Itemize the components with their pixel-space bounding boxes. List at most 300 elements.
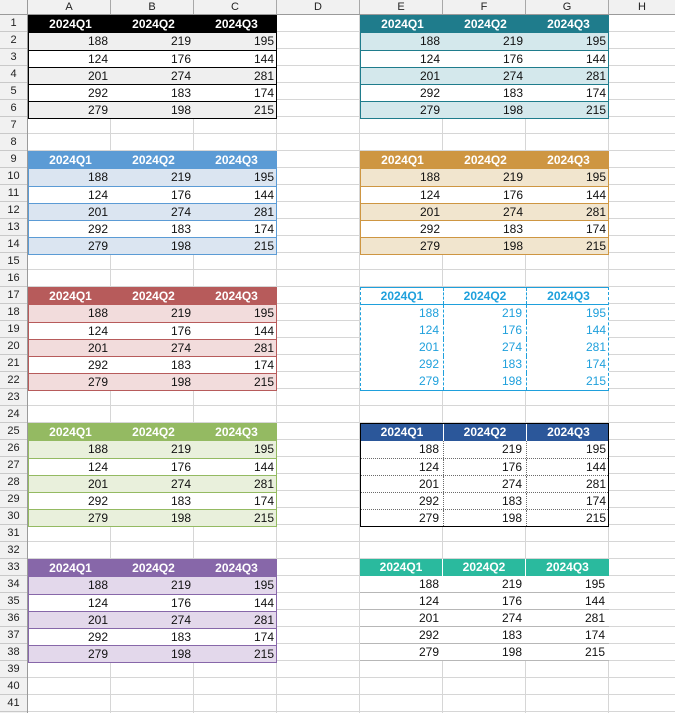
table-purple-cell[interactable]: 188 — [87, 578, 108, 592]
table-cyan-dashed-data-row — [361, 322, 608, 339]
table-cyan-dashed-cell[interactable]: 176 — [444, 322, 527, 339]
table-red-cell[interactable]: 183 — [170, 358, 191, 372]
table-navy-header-cell[interactable]: 2024Q2 — [444, 424, 527, 441]
table-green-cell[interactable]: 174 — [253, 494, 274, 508]
row-header-column — [0, 15, 28, 713]
table-teal-header-row — [361, 16, 608, 33]
table-green — [28, 423, 277, 527]
table-orange-cell[interactable]: 281 — [585, 205, 606, 219]
table-cyan-dashed-cell[interactable]: 124 — [361, 322, 444, 339]
table-red-cell[interactable]: 198 — [170, 375, 191, 389]
table-emerald-cell[interactable]: 281 — [584, 611, 605, 625]
table-black-cell[interactable]: 274 — [170, 69, 191, 83]
table-teal-data-row — [361, 67, 608, 84]
table-green-cell[interactable]: 124 — [87, 460, 108, 474]
table-emerald-header-cell[interactable]: 2024Q2 — [443, 559, 526, 576]
row-header-34[interactable]: 34 — [0, 576, 27, 593]
table-cyan-dashed-cell[interactable]: 198 — [444, 373, 527, 390]
table-emerald-cell[interactable]: 183 — [501, 628, 522, 642]
table-black-cell[interactable]: 281 — [253, 69, 274, 83]
row-header-13[interactable]: 13 — [0, 219, 27, 236]
table-black-header-row — [29, 16, 276, 33]
table-emerald-cell[interactable]: 219 — [501, 577, 522, 591]
table-blue-cell[interactable]: 219 — [170, 170, 191, 184]
table-teal-cell[interactable]: 144 — [585, 52, 606, 66]
row-header-31[interactable]: 31 — [0, 525, 27, 542]
table-orange-cell[interactable]: 292 — [419, 222, 440, 236]
table-emerald-cell[interactable]: 174 — [584, 628, 605, 642]
column-header-F[interactable]: F — [443, 0, 526, 14]
table-black-data-row — [29, 84, 276, 101]
table-red-cell[interactable]: 281 — [253, 341, 274, 355]
table-emerald-cell[interactable]: 201 — [418, 611, 439, 625]
table-black-cell[interactable]: 279 — [87, 103, 108, 117]
table-orange-header-cell[interactable]: 2024Q2 — [464, 153, 507, 167]
table-purple-cell[interactable]: 274 — [170, 613, 191, 627]
table-black-cell[interactable]: 174 — [253, 86, 274, 100]
table-navy-cell[interactable]: 219 — [444, 441, 527, 458]
row-header-12[interactable]: 12 — [0, 202, 27, 219]
table-black-cell[interactable]: 219 — [170, 34, 191, 48]
table-purple-data-row — [29, 611, 276, 628]
table-purple-cell[interactable]: 195 — [253, 578, 274, 592]
table-teal-cell[interactable]: 183 — [502, 86, 523, 100]
table-navy — [360, 423, 609, 527]
table-blue-cell[interactable]: 201 — [87, 205, 108, 219]
table-black-data-row — [29, 33, 276, 50]
table-black-header-cell[interactable]: 2024Q1 — [49, 17, 92, 31]
table-emerald-cell[interactable]: 279 — [418, 645, 439, 659]
table-green-cell[interactable]: 281 — [253, 477, 274, 491]
column-header-D[interactable]: D — [277, 0, 360, 14]
table-orange-header-row — [361, 152, 608, 169]
row-header-23[interactable]: 23 — [0, 389, 27, 406]
table-purple-cell[interactable]: 201 — [87, 613, 108, 627]
table-blue-cell[interactable]: 124 — [87, 188, 108, 202]
table-teal-cell[interactable]: 215 — [585, 103, 606, 117]
table-cyan-dashed-data-row — [361, 339, 608, 356]
table-black — [28, 15, 277, 119]
table-black-cell[interactable]: 144 — [253, 52, 274, 66]
select-all-corner[interactable] — [0, 0, 28, 15]
table-purple-cell[interactable]: 183 — [170, 630, 191, 644]
table-navy-data-row — [361, 441, 608, 458]
row-header-6[interactable]: 6 — [0, 100, 27, 117]
table-teal-cell[interactable]: 174 — [585, 86, 606, 100]
table-teal-cell[interactable]: 281 — [585, 69, 606, 83]
table-emerald-data-row — [360, 627, 609, 644]
table-navy-data-row — [361, 475, 608, 492]
table-cyan-dashed-cell[interactable]: 188 — [361, 305, 444, 322]
table-red-header-row — [29, 288, 276, 305]
table-cyan-dashed-data-row — [361, 356, 608, 373]
table-black-cell[interactable]: 183 — [170, 86, 191, 100]
table-black-cell[interactable]: 198 — [170, 103, 191, 117]
table-teal-cell[interactable]: 198 — [502, 103, 523, 117]
row-header-20[interactable]: 20 — [0, 338, 27, 355]
table-cyan-dashed-header-cell[interactable]: 2024Q1 — [361, 288, 444, 304]
table-black-cell[interactable]: 124 — [87, 52, 108, 66]
row-header-17[interactable]: 17 — [0, 287, 27, 304]
table-red — [28, 287, 277, 391]
row-header-9[interactable]: 9 — [0, 151, 27, 168]
table-red-cell[interactable]: 274 — [170, 341, 191, 355]
table-green-cell[interactable]: 215 — [253, 511, 274, 525]
table-purple — [28, 559, 277, 663]
table-purple-cell[interactable]: 198 — [170, 647, 191, 661]
row-header-24[interactable]: 24 — [0, 406, 27, 423]
table-teal-header-cell[interactable]: 2024Q1 — [381, 17, 424, 31]
row-header-22[interactable]: 22 — [0, 372, 27, 389]
table-black-header-cell[interactable]: 2024Q3 — [215, 17, 258, 31]
table-black-cell[interactable]: 292 — [87, 86, 108, 100]
table-red-data-row — [29, 305, 276, 322]
table-purple-cell[interactable]: 124 — [87, 596, 108, 610]
table-teal-cell[interactable]: 279 — [419, 103, 440, 117]
row-header-5[interactable]: 5 — [0, 83, 27, 100]
table-green-header-cell[interactable]: 2024Q1 — [49, 425, 92, 439]
table-purple-cell[interactable]: 279 — [87, 647, 108, 661]
table-green-cell[interactable]: 279 — [87, 511, 108, 525]
table-emerald-cell[interactable]: 292 — [418, 628, 439, 642]
table-navy-cell[interactable]: 144 — [585, 460, 606, 474]
table-cyan-dashed-cell[interactable]: 195 — [585, 306, 606, 320]
table-black-cell[interactable]: 201 — [87, 69, 108, 83]
row-header-15[interactable]: 15 — [0, 253, 27, 270]
table-cyan-dashed-cell[interactable]: 215 — [585, 374, 606, 388]
table-black-cell[interactable]: 176 — [170, 52, 191, 66]
table-green-data-row — [29, 492, 276, 509]
table-emerald-data-row — [360, 610, 609, 627]
table-purple-data-row — [29, 645, 276, 662]
column-header-E[interactable]: E — [360, 0, 443, 14]
table-red-cell[interactable]: 124 — [87, 324, 108, 338]
table-purple-header-cell[interactable]: 2024Q2 — [132, 561, 175, 575]
table-green-data-row — [29, 458, 276, 475]
table-green-header-row — [29, 424, 276, 441]
row-header-10[interactable]: 10 — [0, 168, 27, 185]
row-header-1[interactable]: 1 — [0, 15, 27, 32]
column-header-row — [28, 0, 675, 15]
column-header-C[interactable]: C — [194, 0, 277, 14]
table-orange-cell[interactable]: 215 — [585, 239, 606, 253]
table-navy-cell[interactable]: 183 — [444, 493, 527, 509]
table-emerald-header-row — [360, 559, 609, 576]
table-red-data-row — [29, 373, 276, 390]
table-blue-data-row — [29, 169, 276, 186]
table-teal-cell[interactable]: 219 — [502, 34, 523, 48]
table-cyan-dashed-cell[interactable]: 144 — [585, 323, 606, 337]
table-green-data-row — [29, 441, 276, 458]
table-red-header-cell[interactable]: 2024Q3 — [215, 289, 258, 303]
table-cyan-dashed-cell[interactable]: 281 — [585, 340, 606, 354]
table-purple-header-row — [29, 560, 276, 577]
table-emerald-cell[interactable]: 144 — [584, 594, 605, 608]
table-purple-cell[interactable]: 292 — [87, 630, 108, 644]
table-orange-header-cell[interactable]: 2024Q3 — [547, 153, 590, 167]
table-red-cell[interactable]: 215 — [253, 375, 274, 389]
table-navy-header-row — [361, 424, 608, 441]
table-blue-data-row — [29, 203, 276, 220]
table-cyan-dashed — [360, 287, 609, 391]
table-teal-data-row — [361, 50, 608, 67]
table-blue-cell[interactable]: 281 — [253, 205, 274, 219]
table-red-cell[interactable]: 176 — [170, 324, 191, 338]
table-green-cell[interactable]: 219 — [170, 442, 191, 456]
table-orange — [360, 151, 609, 255]
table-green-cell[interactable]: 274 — [170, 477, 191, 491]
row-header-19[interactable]: 19 — [0, 321, 27, 338]
table-green-cell[interactable]: 144 — [253, 460, 274, 474]
table-blue-cell[interactable]: 183 — [170, 222, 191, 236]
column-header-B[interactable]: B — [111, 0, 194, 14]
table-orange-data-row — [361, 220, 608, 237]
row-header-21[interactable]: 21 — [0, 355, 27, 372]
table-navy-cell[interactable]: 195 — [585, 442, 606, 456]
table-blue-header-row — [29, 152, 276, 169]
table-purple-data-row — [29, 594, 276, 611]
table-orange-cell[interactable]: 176 — [502, 188, 523, 202]
table-emerald-cell[interactable]: 188 — [418, 577, 439, 591]
table-red-header-cell[interactable]: 2024Q1 — [49, 289, 92, 303]
table-black-cell[interactable]: 188 — [87, 34, 108, 48]
table-navy-cell[interactable]: 198 — [444, 510, 527, 526]
table-teal-cell[interactable]: 124 — [419, 52, 440, 66]
row-header-37[interactable]: 37 — [0, 627, 27, 644]
table-red-data-row — [29, 356, 276, 373]
table-blue-cell[interactable]: 195 — [253, 170, 274, 184]
sheet-grid[interactable] — [28, 15, 675, 713]
table-red-data-row — [29, 322, 276, 339]
table-navy-cell[interactable]: 188 — [361, 441, 444, 458]
table-orange-data-row — [361, 186, 608, 203]
table-teal — [360, 15, 609, 119]
table-emerald-cell[interactable]: 198 — [501, 645, 522, 659]
row-header-2[interactable]: 2 — [0, 32, 27, 49]
table-black-data-row — [29, 67, 276, 84]
table-emerald-cell[interactable]: 124 — [418, 594, 439, 608]
column-header-H[interactable]: H — [638, 1, 646, 13]
table-cyan-dashed-header-cell[interactable]: 2024Q3 — [547, 289, 590, 303]
table-teal-cell[interactable]: 195 — [585, 34, 606, 48]
row-header-30[interactable]: 30 — [0, 508, 27, 525]
table-green-header-cell[interactable]: 2024Q2 — [132, 425, 175, 439]
table-teal-header-cell[interactable]: 2024Q2 — [464, 17, 507, 31]
table-blue-cell[interactable]: 274 — [170, 205, 191, 219]
table-emerald-data-row — [360, 593, 609, 610]
table-blue-header-cell[interactable]: 2024Q1 — [49, 153, 92, 167]
table-teal-data-row — [361, 33, 608, 50]
row-header-32[interactable]: 32 — [0, 542, 27, 559]
table-orange-cell[interactable]: 198 — [502, 239, 523, 253]
table-blue-header-cell[interactable]: 2024Q3 — [215, 153, 258, 167]
table-black-cell[interactable]: 215 — [253, 103, 274, 117]
table-orange-cell[interactable]: 174 — [585, 222, 606, 236]
row-header-35[interactable]: 35 — [0, 593, 27, 610]
table-blue-cell[interactable]: 144 — [253, 188, 274, 202]
table-cyan-dashed-data-row — [361, 373, 608, 390]
table-orange-data-row — [361, 237, 608, 254]
table-orange-header-cell[interactable]: 2024Q1 — [381, 153, 424, 167]
table-blue-cell[interactable]: 188 — [87, 170, 108, 184]
table-cyan-dashed-cell[interactable]: 219 — [444, 305, 527, 322]
table-navy-cell[interactable]: 176 — [444, 459, 527, 475]
table-cyan-dashed-cell[interactable]: 201 — [361, 339, 444, 356]
table-red-cell[interactable]: 279 — [87, 375, 108, 389]
row-header-36[interactable]: 36 — [0, 610, 27, 627]
table-green-cell[interactable]: 183 — [170, 494, 191, 508]
table-teal-cell[interactable]: 176 — [502, 52, 523, 66]
table-green-cell[interactable]: 188 — [87, 442, 108, 456]
row-header-38[interactable]: 38 — [0, 644, 27, 661]
row-header-7[interactable]: 7 — [0, 117, 27, 134]
table-green-data-row — [29, 509, 276, 526]
table-purple-header-cell[interactable]: 2024Q1 — [49, 561, 92, 575]
table-purple-cell[interactable]: 144 — [253, 596, 274, 610]
table-orange-data-row — [361, 203, 608, 220]
table-purple-header-cell[interactable]: 2024Q3 — [215, 561, 258, 575]
table-teal-data-row — [361, 101, 608, 118]
table-navy-cell[interactable]: 201 — [361, 476, 444, 492]
table-emerald-cell[interactable]: 274 — [501, 611, 522, 625]
table-green-cell[interactable]: 195 — [253, 442, 274, 456]
row-header-40[interactable]: 40 — [0, 678, 27, 695]
table-orange-cell[interactable]: 195 — [585, 170, 606, 184]
row-header-3[interactable]: 3 — [0, 49, 27, 66]
table-blue-cell[interactable]: 292 — [87, 222, 108, 236]
table-cyan-dashed-cell[interactable]: 174 — [585, 357, 606, 371]
table-teal-cell[interactable]: 274 — [502, 69, 523, 83]
table-navy-cell[interactable]: 124 — [361, 459, 444, 475]
row-header-29[interactable]: 29 — [0, 491, 27, 508]
table-red-header-cell[interactable]: 2024Q2 — [132, 289, 175, 303]
table-green-cell[interactable]: 198 — [170, 511, 191, 525]
table-blue-cell[interactable]: 174 — [253, 222, 274, 236]
row-header-11[interactable]: 11 — [0, 185, 27, 202]
table-black-data-row — [29, 101, 276, 118]
table-teal-cell[interactable]: 201 — [419, 69, 440, 83]
table-black-data-row — [29, 50, 276, 67]
row-header-25[interactable]: 25 — [0, 423, 27, 440]
table-purple-cell[interactable]: 281 — [253, 613, 274, 627]
table-purple-cell[interactable]: 219 — [170, 578, 191, 592]
row-header-8[interactable]: 8 — [0, 134, 27, 151]
table-orange-cell[interactable]: 188 — [419, 170, 440, 184]
row-header-4[interactable]: 4 — [0, 66, 27, 83]
table-blue — [28, 151, 277, 255]
table-cyan-dashed-cell[interactable]: 274 — [444, 339, 527, 356]
row-header-18[interactable]: 18 — [0, 304, 27, 321]
table-blue-data-row — [29, 220, 276, 237]
table-black-cell[interactable]: 195 — [253, 34, 274, 48]
table-orange-cell[interactable]: 219 — [502, 170, 523, 184]
table-emerald-data-row — [360, 644, 609, 661]
table-emerald — [360, 559, 609, 661]
table-orange-cell[interactable]: 274 — [502, 205, 523, 219]
table-green-header-cell[interactable]: 2024Q3 — [215, 425, 258, 439]
table-navy-header-cell[interactable]: 2024Q3 — [547, 425, 590, 439]
table-orange-cell[interactable]: 201 — [419, 205, 440, 219]
table-blue-cell[interactable]: 215 — [253, 239, 274, 253]
table-blue-header-cell[interactable]: 2024Q2 — [132, 153, 175, 167]
table-purple-cell[interactable]: 174 — [253, 630, 274, 644]
table-red-cell[interactable]: 201 — [87, 341, 108, 355]
table-teal-cell[interactable]: 292 — [419, 86, 440, 100]
table-cyan-dashed-cell[interactable]: 279 — [361, 373, 444, 390]
table-green-cell[interactable]: 176 — [170, 460, 191, 474]
table-orange-cell[interactable]: 124 — [419, 188, 440, 202]
table-red-cell[interactable]: 174 — [253, 358, 274, 372]
table-cyan-dashed-header-row — [361, 288, 608, 305]
table-black-header-cell[interactable]: 2024Q2 — [132, 17, 175, 31]
table-blue-cell[interactable]: 176 — [170, 188, 191, 202]
table-navy-cell[interactable]: 174 — [585, 494, 606, 508]
column-header-G[interactable]: G — [526, 0, 609, 14]
table-navy-data-row — [361, 509, 608, 526]
table-teal-header-cell[interactable]: 2024Q3 — [547, 17, 590, 31]
row-header-28[interactable]: 28 — [0, 474, 27, 491]
table-navy-data-row — [361, 458, 608, 475]
table-emerald-cell[interactable]: 176 — [501, 594, 522, 608]
row-header-39[interactable]: 39 — [0, 661, 27, 678]
row-header-16[interactable]: 16 — [0, 270, 27, 287]
table-navy-cell[interactable]: 281 — [585, 477, 606, 491]
row-header-33[interactable]: 33 — [0, 559, 27, 576]
table-red-cell[interactable]: 195 — [253, 306, 274, 320]
table-emerald-header-cell[interactable]: 2024Q3 — [546, 560, 589, 574]
row-header-14[interactable]: 14 — [0, 236, 27, 253]
table-navy-cell[interactable]: 292 — [361, 493, 444, 509]
table-blue-data-row — [29, 237, 276, 254]
table-blue-cell[interactable]: 279 — [87, 239, 108, 253]
table-orange-cell[interactable]: 279 — [419, 239, 440, 253]
table-red-cell[interactable]: 219 — [170, 306, 191, 320]
table-green-data-row — [29, 475, 276, 492]
table-cyan-dashed-cell[interactable]: 183 — [444, 356, 527, 373]
table-green-cell[interactable]: 201 — [87, 477, 108, 491]
table-emerald-cell[interactable]: 195 — [584, 577, 605, 591]
table-red-cell[interactable]: 188 — [87, 306, 108, 320]
table-emerald-header-cell[interactable]: 2024Q1 — [360, 559, 443, 576]
table-orange-cell[interactable]: 144 — [585, 188, 606, 202]
table-green-cell[interactable]: 292 — [87, 494, 108, 508]
table-orange-cell[interactable]: 183 — [502, 222, 523, 236]
column-header-A[interactable]: A — [28, 0, 111, 14]
table-teal-data-row — [361, 84, 608, 101]
table-emerald-data-row — [360, 576, 609, 593]
table-navy-cell[interactable]: 274 — [444, 476, 527, 492]
table-cyan-dashed-header-cell[interactable]: 2024Q2 — [444, 288, 527, 304]
table-navy-cell[interactable]: 215 — [585, 511, 606, 525]
table-red-data-row — [29, 339, 276, 356]
table-purple-cell[interactable]: 176 — [170, 596, 191, 610]
table-red-cell[interactable]: 144 — [253, 324, 274, 338]
table-blue-cell[interactable]: 198 — [170, 239, 191, 253]
table-navy-header-cell[interactable]: 2024Q1 — [361, 424, 444, 441]
table-teal-cell[interactable]: 188 — [419, 34, 440, 48]
table-orange-data-row — [361, 169, 608, 186]
table-cyan-dashed-cell[interactable]: 292 — [361, 356, 444, 373]
table-cyan-dashed-data-row — [361, 305, 608, 322]
table-navy-cell[interactable]: 279 — [361, 510, 444, 526]
row-header-41[interactable]: 41 — [0, 695, 27, 712]
table-red-cell[interactable]: 292 — [87, 358, 108, 372]
row-header-27[interactable]: 27 — [0, 457, 27, 474]
table-purple-cell[interactable]: 215 — [253, 647, 274, 661]
table-purple-data-row — [29, 628, 276, 645]
table-emerald-cell[interactable]: 215 — [584, 645, 605, 659]
row-header-26[interactable]: 26 — [0, 440, 27, 457]
